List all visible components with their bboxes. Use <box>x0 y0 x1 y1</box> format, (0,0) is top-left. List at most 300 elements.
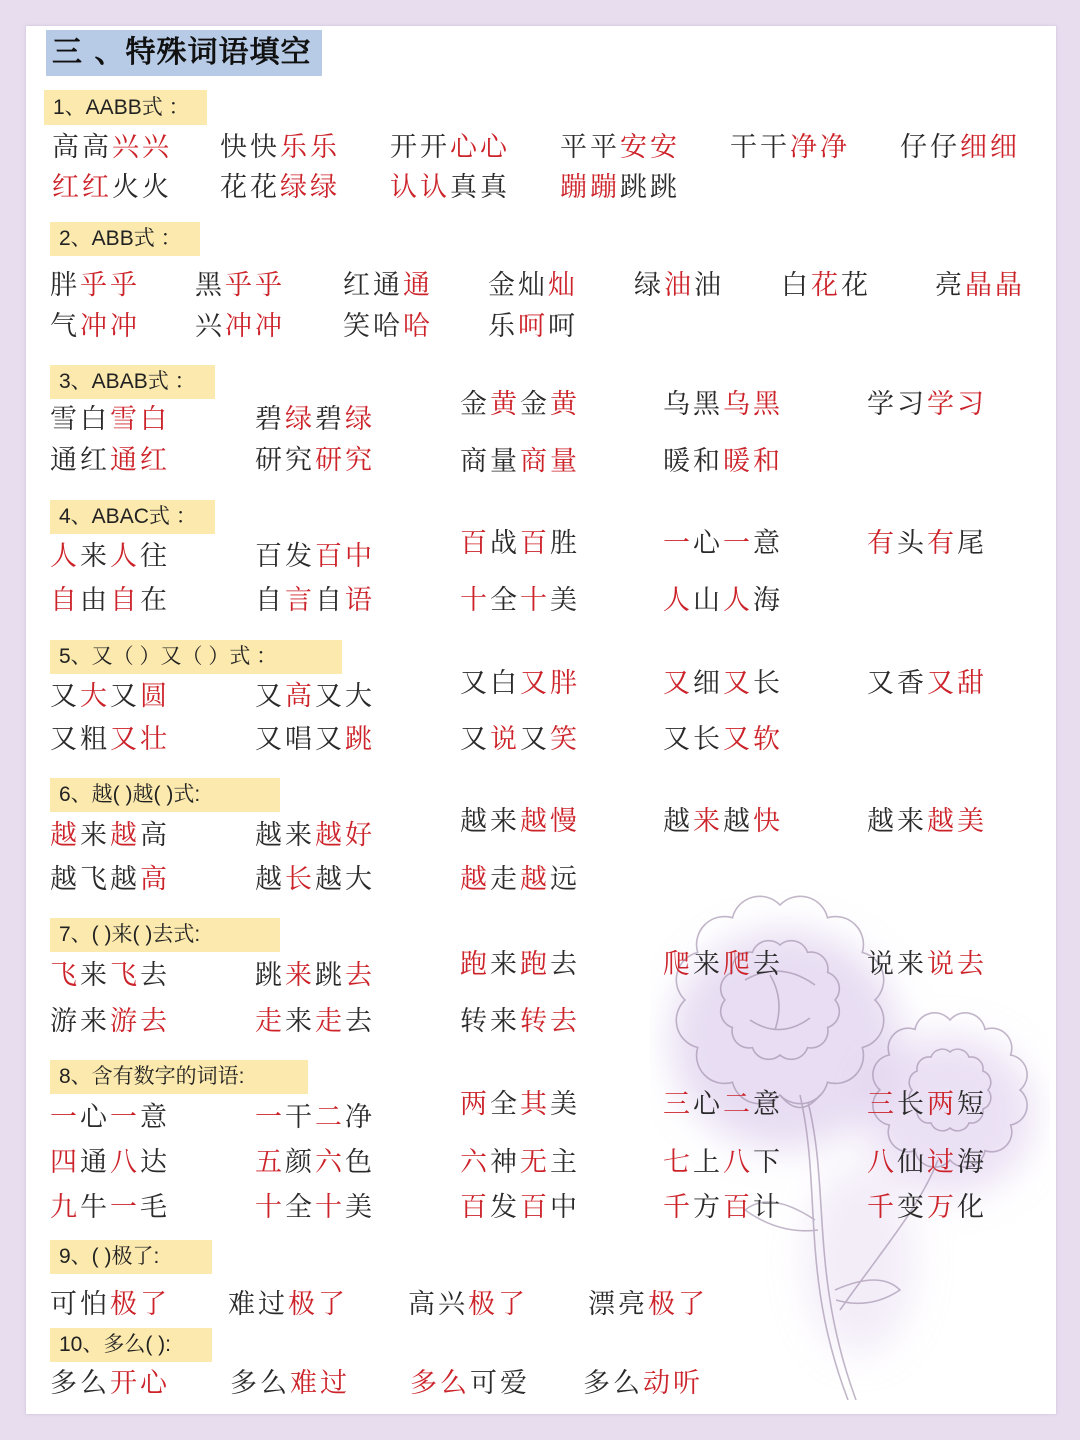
given-segment: 色 <box>345 1147 375 1178</box>
given-segment: 发 <box>490 1192 520 1223</box>
word <box>255 1148 375 1178</box>
word <box>583 1369 703 1399</box>
word <box>460 1090 580 1120</box>
given-segment: 来 <box>285 1006 315 1037</box>
given-segment: 多么 <box>583 1368 643 1399</box>
answer-segment: 又 <box>663 668 693 699</box>
given-segment: 海 <box>957 1147 987 1178</box>
word <box>255 725 375 755</box>
answer-segment: 走 <box>315 1006 345 1037</box>
answer-segment: 人 <box>663 585 693 616</box>
answer-segment: 又壮 <box>110 724 170 755</box>
word <box>50 682 170 712</box>
section-header-abac: 4、ABAC式 ： <box>50 500 215 534</box>
word <box>255 405 375 435</box>
word <box>50 1369 170 1399</box>
given-segment: 越飞越 <box>50 864 140 895</box>
answer-segment: 六 <box>460 1147 490 1178</box>
given-segment: 乐 <box>488 311 518 342</box>
given-segment: 美 <box>550 585 580 616</box>
word <box>255 821 375 851</box>
word <box>255 682 375 712</box>
given-segment: 净 <box>345 1102 375 1133</box>
given-segment: 说来 <box>867 949 927 980</box>
given-segment: 金灿 <box>488 270 548 301</box>
answer-segment: 雪白 <box>110 404 170 435</box>
answer-segment: 飞 <box>110 960 140 991</box>
answer-segment: 三 <box>867 1089 897 1120</box>
answer-segment: 一 <box>723 528 753 559</box>
given-segment: 可怕 <box>50 1289 110 1320</box>
answer-segment: 红红 <box>52 172 112 203</box>
given-segment: 高 <box>140 820 170 851</box>
word <box>663 586 783 616</box>
given-segment: 多么 <box>50 1368 110 1399</box>
given-segment: 越 <box>663 806 693 837</box>
given-segment: 学习 <box>867 389 927 420</box>
answer-segment: 暖和 <box>723 446 783 477</box>
answer-segment: 高 <box>285 681 315 712</box>
given-segment: 仔仔 <box>900 132 960 163</box>
answer-segment: 二 <box>723 1089 753 1120</box>
answer-segment: 跑 <box>520 949 550 980</box>
given-segment: 越来 <box>255 820 315 851</box>
given-segment: 又 <box>255 681 285 712</box>
given-segment: 高兴 <box>408 1289 468 1320</box>
word <box>781 271 871 301</box>
word <box>50 1290 170 1320</box>
word <box>460 807 580 837</box>
answer-segment: 其 <box>520 1089 550 1120</box>
answer-segment: 圆 <box>140 681 170 712</box>
answer-segment: 越美 <box>927 806 987 837</box>
answer-segment: 安安 <box>620 132 680 163</box>
word <box>343 271 433 301</box>
answer-segment: 说去 <box>927 949 987 980</box>
given-segment: 又大 <box>315 681 375 712</box>
answer-segment: 绿 <box>285 404 315 435</box>
word <box>390 173 510 203</box>
given-segment: 自 <box>255 585 285 616</box>
section-header-abab: 3、ABAB式 ： <box>50 365 215 399</box>
given-segment: 走 <box>490 864 520 895</box>
answer-segment: 说 <box>490 724 520 755</box>
given-segment: 白 <box>781 270 811 301</box>
given-segment: 开开 <box>390 132 450 163</box>
given-segment: 山 <box>693 585 723 616</box>
word <box>255 1007 375 1037</box>
answer-segment: 乌黑 <box>723 389 783 420</box>
answer-segment: 十 <box>255 1192 285 1223</box>
given-segment: 跳 <box>255 960 285 991</box>
given-segment: 方 <box>693 1192 723 1223</box>
given-segment: 计 <box>753 1192 783 1223</box>
answer-segment: 人 <box>723 585 753 616</box>
answer-segment: 八 <box>110 1147 140 1178</box>
word <box>50 405 170 435</box>
answer-segment: 一 <box>110 1102 140 1133</box>
page-title: 三 、特殊词语填空 <box>46 30 322 76</box>
word <box>50 1103 170 1133</box>
given-segment: 又 <box>520 724 550 755</box>
answer-segment: 言 <box>285 585 315 616</box>
given-segment: 商量 <box>460 446 520 477</box>
answer-segment: 冲冲 <box>80 311 140 342</box>
given-segment: 来 <box>80 960 110 991</box>
word <box>255 446 375 476</box>
word <box>50 1193 170 1223</box>
answer-segment: 两 <box>927 1089 957 1120</box>
word <box>663 390 783 420</box>
word <box>460 1007 580 1037</box>
word <box>220 133 340 163</box>
given-segment: 短 <box>957 1089 987 1120</box>
given-segment: 由 <box>80 585 110 616</box>
word <box>867 390 987 420</box>
word <box>867 1090 987 1120</box>
answer-segment: 千 <box>663 1192 693 1223</box>
answer-segment: 自 <box>50 585 80 616</box>
answer-segment: 花 <box>811 270 841 301</box>
given-segment: 红通 <box>343 270 403 301</box>
given-segment: 全 <box>285 1192 315 1223</box>
word <box>408 1290 528 1320</box>
given-segment: 又 <box>110 681 140 712</box>
answer-segment: 百 <box>723 1192 753 1223</box>
given-segment: 上 <box>693 1147 723 1178</box>
answer-segment: 笑 <box>550 724 580 755</box>
given-segment: 去 <box>753 949 783 980</box>
word <box>460 725 580 755</box>
given-segment: 又 <box>50 681 80 712</box>
answer-segment: 乎乎 <box>80 270 140 301</box>
given-segment: 毛 <box>140 1192 170 1223</box>
word <box>730 133 850 163</box>
answer-segment: 有 <box>867 528 897 559</box>
word <box>343 312 433 342</box>
answer-segment: 爬 <box>723 949 753 980</box>
given-segment: 油 <box>694 270 724 301</box>
word <box>50 586 170 616</box>
answer-segment: 一 <box>255 1102 285 1133</box>
answer-segment: 九 <box>50 1192 80 1223</box>
answer-segment: 万 <box>927 1192 957 1223</box>
answer-segment: 自 <box>110 585 140 616</box>
given-segment: 来 <box>80 541 110 572</box>
word <box>867 1148 987 1178</box>
answer-segment: 认认 <box>390 172 450 203</box>
given-segment: 难过 <box>228 1289 288 1320</box>
answer-segment: 高 <box>140 864 170 895</box>
given-segment: 战 <box>490 528 520 559</box>
answer-segment: 五 <box>255 1147 285 1178</box>
section-header-abb: 2、ABB式 ： <box>50 222 200 256</box>
word <box>460 586 580 616</box>
answer-segment: 哈 <box>403 311 433 342</box>
answer-segment: 极了 <box>468 1289 528 1320</box>
given-segment: 全 <box>490 585 520 616</box>
answer-segment: 学习 <box>927 389 987 420</box>
given-segment: 心 <box>80 1102 110 1133</box>
answer-segment: 百 <box>460 528 490 559</box>
word <box>50 961 170 991</box>
answer-segment: 极了 <box>648 1289 708 1320</box>
word <box>255 586 375 616</box>
word <box>663 1193 783 1223</box>
answer-segment: 无 <box>520 1147 550 1178</box>
word <box>663 669 783 699</box>
given-segment: 黑 <box>195 270 225 301</box>
word <box>460 1148 580 1178</box>
given-segment: 漂亮 <box>588 1289 648 1320</box>
given-segment: 尾 <box>957 528 987 559</box>
word <box>663 1148 783 1178</box>
given-segment: 越大 <box>315 864 375 895</box>
answer-segment: 跳 <box>345 724 375 755</box>
given-segment: 游来 <box>50 1006 110 1037</box>
answer-segment: 八 <box>723 1147 753 1178</box>
word <box>50 725 170 755</box>
word <box>460 1193 580 1223</box>
word <box>220 173 340 203</box>
given-segment: 通 <box>80 1147 110 1178</box>
word <box>390 133 510 163</box>
answer-segment: 人 <box>50 541 80 572</box>
word <box>50 271 140 301</box>
word <box>460 950 580 980</box>
answer-segment: 蹦蹦 <box>560 172 620 203</box>
word <box>255 1103 375 1133</box>
answer-segment: 极了 <box>288 1289 348 1320</box>
given-segment: 干干 <box>730 132 790 163</box>
answer-segment: 越 <box>460 864 490 895</box>
answer-segment: 多么 <box>410 1368 470 1399</box>
given-segment: 头 <box>897 528 927 559</box>
word <box>663 447 783 477</box>
given-segment: 真真 <box>450 172 510 203</box>
given-segment: 平平 <box>560 132 620 163</box>
section-header-laiqu: 7、( )来( )去式: <box>50 918 280 952</box>
section-header-aabb: 1、AABB式 ： <box>44 90 207 125</box>
word <box>52 173 172 203</box>
given-segment: 火火 <box>112 172 172 203</box>
given-segment: 胖 <box>50 270 80 301</box>
word <box>50 821 170 851</box>
answer-segment: 极了 <box>110 1289 170 1320</box>
given-segment: 海 <box>753 585 783 616</box>
word <box>663 529 783 559</box>
answer-segment: 开心 <box>110 1368 170 1399</box>
word <box>560 173 680 203</box>
answer-segment: 十 <box>315 1192 345 1223</box>
word <box>50 312 140 342</box>
answer-segment: 快 <box>753 806 783 837</box>
answer-segment: 黄 <box>550 389 580 420</box>
given-segment: 高高 <box>52 132 112 163</box>
given-segment: 来 <box>490 949 520 980</box>
section-header-yue: 6、越( )越( )式: <box>50 778 280 812</box>
word <box>663 725 783 755</box>
given-segment: 仙 <box>897 1147 927 1178</box>
given-segment: 多么 <box>230 1368 290 1399</box>
given-segment: 干 <box>285 1102 315 1133</box>
given-segment: 中 <box>550 1192 580 1223</box>
given-segment: 花花 <box>220 172 280 203</box>
given-segment: 越来 <box>460 806 520 837</box>
given-segment: 在 <box>140 585 170 616</box>
given-segment: 越 <box>723 806 753 837</box>
given-segment: 意 <box>140 1102 170 1133</box>
answer-segment: 游去 <box>110 1006 170 1037</box>
given-segment: 胜 <box>550 528 580 559</box>
answer-segment: 六 <box>315 1147 345 1178</box>
given-segment: 长 <box>897 1089 927 1120</box>
answer-segment: 百中 <box>315 541 375 572</box>
answer-segment: 百 <box>460 1192 490 1223</box>
given-segment: 下 <box>753 1147 783 1178</box>
given-segment: 心 <box>693 1089 723 1120</box>
answer-segment: 转去 <box>520 1006 580 1037</box>
answer-segment: 又胖 <box>520 668 580 699</box>
given-segment: 呵 <box>548 311 578 342</box>
answer-segment: 一 <box>663 528 693 559</box>
given-segment: 又香 <box>867 668 927 699</box>
given-segment: 来 <box>693 949 723 980</box>
answer-segment: 晶晶 <box>965 270 1025 301</box>
answer-segment: 飞 <box>50 960 80 991</box>
given-segment: 金 <box>460 389 490 420</box>
answer-segment: 又 <box>723 668 753 699</box>
answer-segment: 十 <box>460 585 490 616</box>
answer-segment: 动听 <box>643 1368 703 1399</box>
section-header-jile: 9、( )极了: <box>50 1240 212 1274</box>
given-segment: 乌黑 <box>663 389 723 420</box>
given-segment: 往 <box>140 541 170 572</box>
given-segment: 亮 <box>935 270 965 301</box>
answer-segment: 绿 <box>345 404 375 435</box>
answer-segment: 越 <box>110 820 140 851</box>
answer-segment: 一 <box>110 1192 140 1223</box>
answer-segment: 二 <box>315 1102 345 1133</box>
word <box>410 1369 530 1399</box>
answer-segment: 商量 <box>520 446 580 477</box>
given-segment: 跳 <box>315 960 345 991</box>
word <box>460 390 580 420</box>
answer-segment: 油 <box>664 270 694 301</box>
answer-segment: 七 <box>663 1147 693 1178</box>
given-segment: 越来 <box>867 806 927 837</box>
answer-segment: 越好 <box>315 820 375 851</box>
given-segment: 长 <box>753 668 783 699</box>
word <box>52 133 172 163</box>
answer-segment: 走 <box>255 1006 285 1037</box>
given-segment: 意 <box>753 1089 783 1120</box>
section-header-duome: 10、多么( ): <box>50 1328 212 1362</box>
given-segment: 化 <box>957 1192 987 1223</box>
answer-segment: 绿绿 <box>280 172 340 203</box>
given-segment: 颜 <box>285 1147 315 1178</box>
given-segment: 主 <box>550 1147 580 1178</box>
word <box>935 271 1025 301</box>
given-segment: 去 <box>550 949 580 980</box>
given-segment: 神 <box>490 1147 520 1178</box>
word <box>867 807 987 837</box>
given-segment: 暖和 <box>663 446 723 477</box>
given-segment: 变 <box>897 1192 927 1223</box>
word <box>195 312 285 342</box>
given-segment: 又长 <box>663 724 723 755</box>
given-segment: 绿 <box>634 270 664 301</box>
answer-segment: 净净 <box>790 132 850 163</box>
answer-segment: 通红 <box>110 445 170 476</box>
word <box>663 1090 783 1120</box>
answer-segment: 兴兴 <box>112 132 172 163</box>
answer-segment: 通 <box>403 270 433 301</box>
given-segment: 又 <box>460 724 490 755</box>
answer-segment: 语 <box>345 585 375 616</box>
word <box>460 529 580 559</box>
answer-segment: 跑 <box>460 949 490 980</box>
word <box>588 1290 708 1320</box>
given-segment: 细 <box>693 668 723 699</box>
answer-segment: 细细 <box>960 132 1020 163</box>
section-header-numbers: 8、含有数字的词语: <box>50 1060 308 1094</box>
word <box>50 865 170 895</box>
section-header-you: 5、又（ ）又（ ）式 ： <box>50 640 342 674</box>
word <box>460 447 580 477</box>
word <box>255 961 375 991</box>
word <box>255 542 375 572</box>
answer-segment: 乐乐 <box>280 132 340 163</box>
given-segment: 百发 <box>255 541 315 572</box>
given-segment: 跳跳 <box>620 172 680 203</box>
given-segment: 又白 <box>460 668 520 699</box>
answer-segment: 难过 <box>290 1368 350 1399</box>
given-segment: 花 <box>841 270 871 301</box>
answer-segment: 长 <box>285 864 315 895</box>
given-segment: 雪白 <box>50 404 110 435</box>
word <box>255 865 375 895</box>
answer-segment: 灿 <box>548 270 578 301</box>
answer-segment: 千 <box>867 1192 897 1223</box>
given-segment: 气 <box>50 311 80 342</box>
answer-segment: 去 <box>345 960 375 991</box>
given-segment: 可爱 <box>470 1368 530 1399</box>
answer-segment: 呵 <box>518 311 548 342</box>
given-segment: 又粗 <box>50 724 110 755</box>
word <box>50 446 170 476</box>
answer-segment: 又软 <box>723 724 783 755</box>
given-segment: 全 <box>490 1089 520 1120</box>
given-segment: 达 <box>140 1147 170 1178</box>
word <box>50 1007 170 1037</box>
given-segment: 金 <box>520 389 550 420</box>
given-segment: 意 <box>753 528 783 559</box>
given-segment: 研究 <box>255 445 315 476</box>
answer-segment: 又甜 <box>927 668 987 699</box>
word <box>867 1193 987 1223</box>
given-segment: 通红 <box>50 445 110 476</box>
word <box>228 1290 348 1320</box>
given-segment: 越 <box>255 864 285 895</box>
answer-segment: 过 <box>927 1147 957 1178</box>
given-segment: 去 <box>140 960 170 991</box>
answer-segment: 大 <box>80 681 110 712</box>
answer-segment: 越 <box>520 864 550 895</box>
answer-segment: 黄 <box>490 389 520 420</box>
given-segment: 转来 <box>460 1006 520 1037</box>
word <box>195 271 285 301</box>
